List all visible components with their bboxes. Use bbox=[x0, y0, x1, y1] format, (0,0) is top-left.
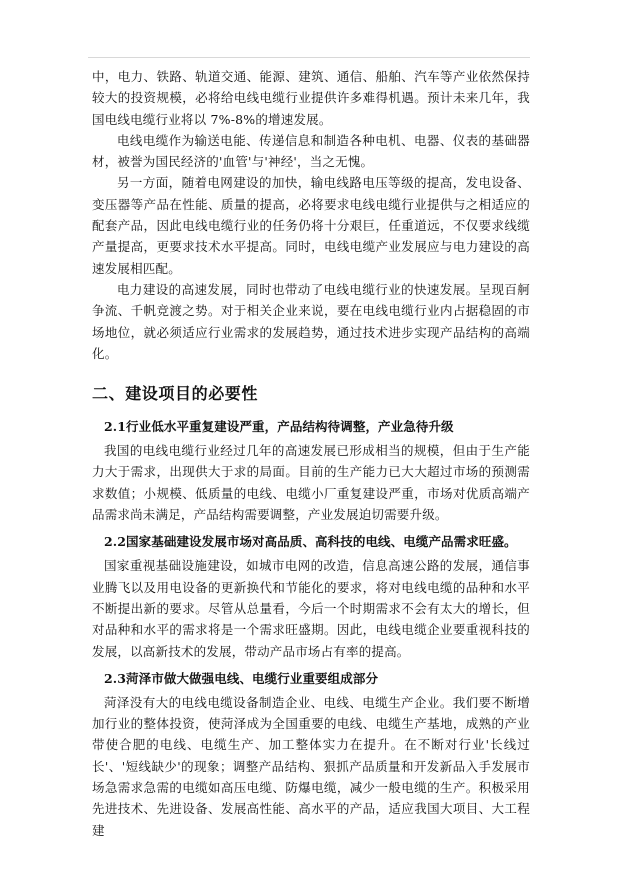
intro-paragraph-3: 另一方面，随着电网建设的加快，输电线路电压等级的提高，发电设备、变压器等产品在性能、质量的提高，必将要求电线电缆行业提供与之相适应的配套产品，因此电线电缆行业的任务仍将十分艰巨，任重道远，不仅要求线缆产量提高，更要求技术水平提高。同时，电线电缆产业发展应与电力建设的高速发展相匹配。 bbox=[92, 175, 530, 276]
intro-paragraph-2: 电线电缆作为输送电能、传递信息和制造各种电机、电器、仪表的基础器材，被誉为国民经济的'血管'与'神经'，当之无愧。 bbox=[92, 132, 530, 170]
intro-paragraph-1: 中，电力、铁路、轨道交通、能源、建筑、通信、船舶、汽车等产业依然保持较大的投资规模，必将给电线电缆行业提供许多难得机遇。预计未来几年，我国电线电缆行业将以 7%-8%的增速发展。 bbox=[92, 69, 530, 127]
subsection-body-2-1: 我国的电线电缆行业经过几年的高速发展已形成相当的规模，但由于生产能力大于需求，出现供大于求的局面。目前的生产能力已大大超过市场的预测需求数值；小规模、低质量的电线、电缆小厂重复建设严重，市场对优质高端产品需求尚未满足，产品结构需要调整，产业发展迫切需要升级。 bbox=[92, 443, 530, 523]
intro-paragraph-4: 电力建设的高速发展，同时也带动了电线电缆行业的快速发展。呈现百舸争流、千帆竞渡之势。对于相关企业来说，要在电线电缆行业内占据稳固的市场地位，就必须适应行业需求的发展趋势，通过技术进步实现产品结构的高端化。 bbox=[92, 281, 530, 361]
subsection-body-2-3: 菏泽没有大的电线电缆设备制造企业、电线、电缆生产企业。我们要不断增加行业的整体投资，使菏泽成为全国重要的电线、电缆生产基地，成熟的产业带使合肥的电线、电缆生产、加工整体实力在提升。在不断对行业'长线过长'、'短线缺少'的现象；调整产品结构、狠抓产品质量和开发新品入手发展市场急需求急需的电缆如高压电缆、防爆电缆，减少一般电缆的生产。积极采用先进技术、先进设备、发展高性能、高水平的产品，适应我国大项目、大工程建 bbox=[92, 694, 530, 838]
subsection-body-2-2: 国家重视基础设施建设，如城市电网的改造，信息高速公路的发展，通信事业腾飞以及用电设备的更新换代和节能化的要求，将对电线电缆的品种和水平不断提出新的要求。尽管从总量看，今后一个时期需求不会有太大的增长，但对品种和水平的需求将是一个需求旺盛期。因此，电线电缆企业要重视科技的发展，以高新技术的发展，带动产品市场占有率的提高。 bbox=[92, 558, 530, 659]
subsection-title-2-1: 2.1行业低水平重复建设严重，产品结构待调整，产业急待升级 bbox=[104, 419, 454, 435]
subsection-title-2-3: 2.3菏泽市做大做强电线、电缆行业重要组成部分 bbox=[104, 670, 379, 686]
header-rule bbox=[88, 57, 530, 58]
document-body bbox=[92, 66, 530, 841]
section-title: 二、建设项目的必要性 bbox=[92, 384, 259, 404]
subsection-title-2-2: 2.2国家基础建设发展市场对高品质、高科技的电线、电缆产品需求旺盛。 bbox=[104, 534, 517, 550]
